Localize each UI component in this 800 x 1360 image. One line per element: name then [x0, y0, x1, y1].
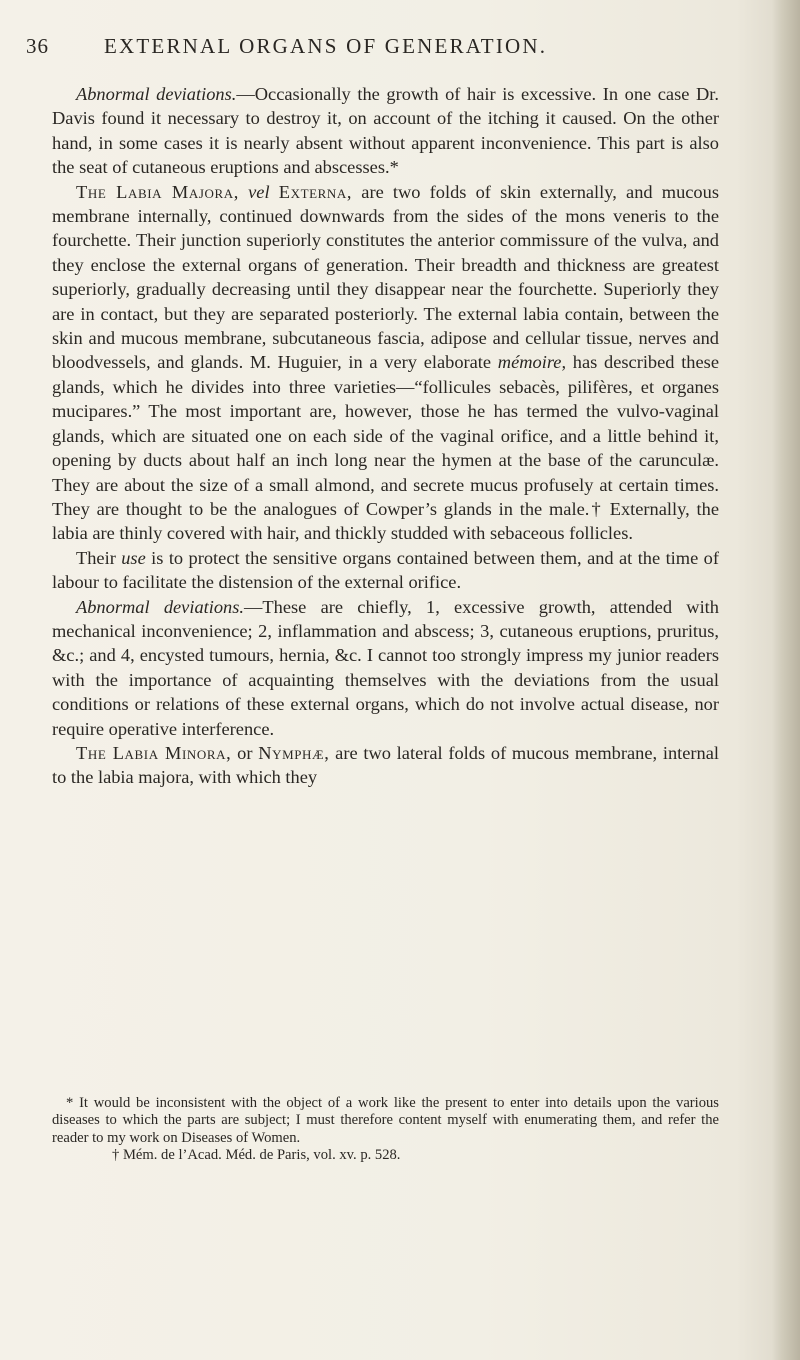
term-nymphae: Nymphæ, [258, 742, 330, 763]
running-title: EXTERNAL ORGANS OF GENERATION. [104, 34, 548, 58]
paragraph-text: —Occasionally the growth of hair is excessive. In one case Dr. Davis found it necessary to destroy it, on account of the itching it caused. On the other hand, in some cases it is nearly absent without apparent inconvenience. This part is also the seat of cutaneous eruptions and abscesses.* [52, 84, 720, 178]
term-labia-minora: The Labia Minora, [76, 742, 232, 763]
paragraph-abnormal-deviations-hair [52, 82, 719, 180]
paragraph-use [52, 546, 719, 595]
paragraph-lead: Their [76, 547, 116, 568]
paragraph-text: is to protect the sensitive organs contained between them, and at the time of labour to facilitate the distension of the external orifice. [52, 547, 719, 593]
term-memoire: mémoire, [497, 352, 567, 373]
paragraph-text: has described these glands, which he divides into three varieties—“follicules sebacès, pilifères, et organes mucipares.” The most important are, however, those he has termed the vulvo-vaginal glands, which are situated one on each side of the vaginal orifice, and a little behind it, opening by ducts about half an inch long near the hymen at the base of the carunculæ. They are about the size of a small almond, and secrete mucus profusely at certain times. They are thought to be the analogues of Cowper’s glands in the male.† Externally, the labia are thinly covered with hair, and thickly studded with sebaceous follicles. [52, 352, 719, 544]
term-vel: vel [248, 181, 270, 202]
paragraph-text: are two lateral folds of mucous membrane, internal to the labia majora, with which they [52, 742, 719, 788]
paragraph-labia-minora [52, 741, 719, 790]
term-or: or [237, 742, 253, 763]
paragraph-heading: Abnormal deviations. [76, 596, 245, 617]
footnote-2: † Mém. de l’Acad. Méd. de Paris, vol. xv. p. 528. [112, 1147, 401, 1164]
term-use: use [121, 547, 146, 568]
paragraph-labia-majora [52, 180, 719, 546]
page-edge-shadow [772, 0, 800, 1360]
paragraph-heading: Abnormal deviations. [76, 84, 237, 104]
footnote-1: * It would be inconsistent with the object of a work like the present to enter into details upon the various diseases to which the parts are subject; I must therefore content myself with enumerating them, and refer the reader to my work on Diseases of Women. [52, 1095, 719, 1146]
term-externa: Externa, [278, 181, 353, 202]
paragraph-text: are two folds of skin externally, and mucous membrane internally, continued downwards from the sides of the mons veneris to the fourchette. Their junction superiorly constitutes the anterior commissure of the vulva, and they enclose the external organs of generation. Their breadth and thickness are greatest superiorly, gradually decreasing until they disappear near the fourchette. Superiorly they are in contact, but they are separated posteriorly. The external labia contain, between the skin and mucous membrane, subcutaneous fascia, adipose and cellular tissue, nerves and bloodvessels, and glands. M. Huguier, in a very elaborate [52, 181, 719, 373]
body-text [52, 82, 719, 790]
term-labia-majora: The Labia Majora, [76, 181, 239, 202]
paragraph-abnormal-deviations-labia [52, 595, 719, 741]
page-number: 36 [26, 34, 49, 58]
footnotes [52, 1095, 719, 1165]
page-header [26, 34, 726, 60]
paragraph-text: —These are chiefly, 1, excessive growth, attended with mechanical inconvenience; 2, inflammation and abscess; 3, cutaneous eruptions, pruritus, &c.; and 4, encysted tumours, hernia, &c. I cannot too strongly impress my junior readers with the importance of acquainting themselves with the deviations from the usual conditions or relations of these external organs, which do not involve actual disease, nor require operative interference. [52, 596, 719, 739]
